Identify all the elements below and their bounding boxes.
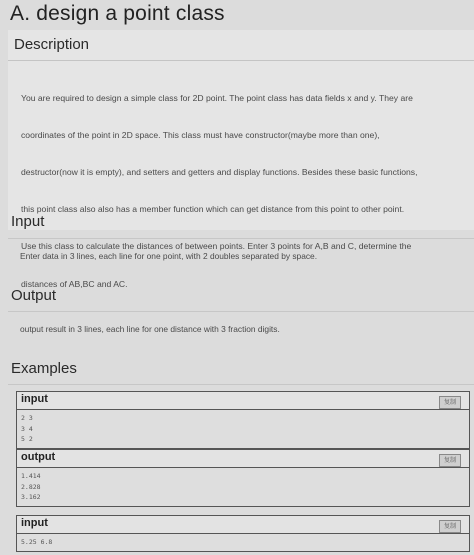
example-header — [17, 392, 469, 410]
divider — [8, 238, 474, 239]
description-heading: Description — [14, 36, 90, 53]
example-header — [17, 450, 469, 468]
description-line: this point class also also has a member function which can get distance from this point to other point. — [21, 204, 405, 215]
example-output-block — [16, 449, 470, 507]
example-line: 5 2 — [21, 435, 33, 443]
example-content — [17, 410, 469, 448]
example-line: 2 3 — [21, 414, 33, 422]
input-heading: Input — [11, 213, 45, 230]
description-line: distances of AB,BC and AC. — [21, 278, 128, 289]
example-line: 5.25 6.8 — [21, 538, 53, 546]
example-header — [17, 516, 469, 534]
example-content — [17, 534, 469, 551]
copy-button[interactable]: 复制 — [439, 396, 461, 409]
example-input-block — [16, 515, 470, 552]
example-line: 3.162 — [21, 493, 41, 501]
example-label: input — [21, 393, 48, 405]
divider — [8, 311, 474, 312]
copy-button[interactable]: 复制 — [439, 520, 461, 533]
description-line: Use this class to calculate the distances of between points. Enter 3 points for A,B and C, determine the — [21, 241, 412, 252]
example-input-block — [16, 391, 470, 449]
output-heading: Output — [11, 287, 57, 304]
description-line: coordinates of the point in 2D space. This class must have constructor(maybe more than one), — [21, 129, 380, 140]
example-content — [17, 468, 469, 506]
divider — [8, 384, 474, 385]
example-line: 3 4 — [21, 424, 33, 433]
page-title: A. design a point class — [10, 2, 225, 25]
output-description: output result in 3 lines, each line for one distance with 3 fraction digits. — [20, 324, 280, 334]
example-line: 1.414 — [21, 472, 41, 480]
input-description: Enter data in 3 lines, each line for one point, with 2 doubles separated by space. — [20, 251, 318, 261]
description-line: You are required to design a simple class for 2D point. The point class has data fields x and y. They are — [21, 92, 413, 103]
example-line: 2.828 — [21, 482, 41, 491]
divider — [8, 60, 474, 61]
example-label: input — [21, 517, 48, 529]
copy-button[interactable]: 复制 — [439, 454, 461, 467]
examples-heading: Examples — [11, 360, 77, 377]
description-text — [21, 70, 471, 312]
example-label: output — [21, 451, 56, 463]
description-line: destructor(now it is empty), and setters and getters and display functions. Besides these basic functions, — [21, 166, 418, 177]
